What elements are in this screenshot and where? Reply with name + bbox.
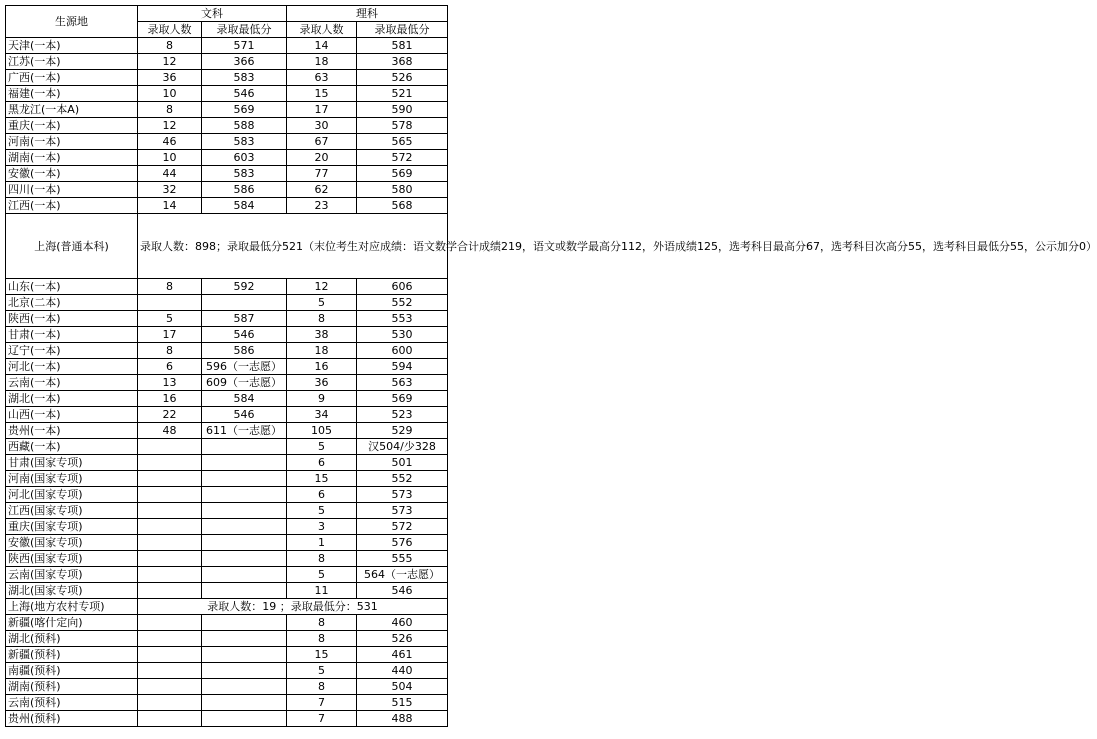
province-cell: 江西(国家专项) [6, 503, 138, 519]
like-enroll-cell: 14 [287, 38, 357, 54]
province-cell: 河北(国家专项) [6, 487, 138, 503]
wenke-enroll-cell [138, 551, 202, 567]
wenke-min-score-cell: 546 [202, 86, 287, 102]
wenke-min-score-cell [202, 535, 287, 551]
wenke-min-score-cell: 592 [202, 279, 287, 295]
like-enroll-cell: 8 [287, 551, 357, 567]
province-cell: 南疆(预科) [6, 663, 138, 679]
wenke-min-score-cell [202, 663, 287, 679]
province-cell: 江苏(一本) [6, 54, 138, 70]
like-enroll-cell: 18 [287, 54, 357, 70]
province-cell: 上海(地方农村专项) [6, 599, 138, 615]
like-enroll-cell: 7 [287, 695, 357, 711]
table-row [6, 295, 448, 311]
province-cell: 湖北(国家专项) [6, 583, 138, 599]
wenke-enroll-cell [138, 439, 202, 455]
wenke-min-score-cell: 571 [202, 38, 287, 54]
table-row [6, 503, 448, 519]
table-row [6, 663, 448, 679]
table-row [6, 423, 448, 439]
like-enroll-cell: 63 [287, 70, 357, 86]
wenke-min-score-cell [202, 439, 287, 455]
like-enroll-cell: 9 [287, 391, 357, 407]
like-enroll-cell: 20 [287, 150, 357, 166]
wenke-enroll-cell: 5 [138, 311, 202, 327]
like-enroll-cell: 8 [287, 615, 357, 631]
province-cell: 河南(一本) [6, 134, 138, 150]
like-min-score-cell: 553 [357, 311, 448, 327]
like-min-score-cell: 572 [357, 519, 448, 535]
province-cell: 湖南(一本) [6, 150, 138, 166]
wenke-enroll-cell [138, 583, 202, 599]
province-cell: 新疆(预科) [6, 647, 138, 663]
wenke-min-score-cell: 586 [202, 182, 287, 198]
header-province: 生源地 [6, 6, 138, 38]
like-min-score-cell: 564（一志愿） [357, 567, 448, 583]
wenke-enroll-cell: 16 [138, 391, 202, 407]
table-row [6, 359, 448, 375]
province-cell: 北京(二本) [6, 295, 138, 311]
table-row [6, 327, 448, 343]
like-enroll-cell: 6 [287, 487, 357, 503]
like-min-score-cell: 546 [357, 583, 448, 599]
wenke-enroll-cell: 22 [138, 407, 202, 423]
province-cell: 四川(一本) [6, 182, 138, 198]
province-cell: 福建(一本) [6, 86, 138, 102]
header-like-enroll: 录取人数 [287, 22, 357, 38]
province-cell: 湖北(一本) [6, 391, 138, 407]
table-row [6, 567, 448, 583]
wenke-min-score-cell [202, 631, 287, 647]
wenke-enroll-cell: 13 [138, 375, 202, 391]
table-row [6, 166, 448, 182]
wenke-min-score-cell [202, 583, 287, 599]
like-min-score-cell: 汉504/少328 [357, 439, 448, 455]
like-enroll-cell: 5 [287, 439, 357, 455]
province-cell: 重庆(国家专项) [6, 519, 138, 535]
like-enroll-cell: 77 [287, 166, 357, 182]
wenke-min-score-cell: 584 [202, 198, 287, 214]
header-wenke-enroll: 录取人数 [138, 22, 202, 38]
like-min-score-cell: 569 [357, 391, 448, 407]
table-row [6, 391, 448, 407]
table-row [6, 695, 448, 711]
like-min-score-cell: 600 [357, 343, 448, 359]
wenke-enroll-cell [138, 503, 202, 519]
wenke-min-score-cell: 609（一志愿） [202, 375, 287, 391]
like-enroll-cell: 5 [287, 295, 357, 311]
province-cell: 甘肃(一本) [6, 327, 138, 343]
table-row [6, 407, 448, 423]
wenke-min-score-cell: 583 [202, 166, 287, 182]
province-cell: 安徽(国家专项) [6, 535, 138, 551]
province-cell: 甘肃(国家专项) [6, 455, 138, 471]
like-min-score-cell: 578 [357, 118, 448, 134]
table-row [6, 198, 448, 214]
wenke-enroll-cell [138, 631, 202, 647]
wenke-enroll-cell: 12 [138, 54, 202, 70]
table-row [6, 134, 448, 150]
wenke-enroll-cell [138, 711, 202, 727]
wenke-enroll-cell: 8 [138, 279, 202, 295]
like-min-score-cell: 563 [357, 375, 448, 391]
like-min-score-cell: 440 [357, 663, 448, 679]
province-cell: 河北(一本) [6, 359, 138, 375]
wenke-enroll-cell [138, 455, 202, 471]
wenke-min-score-cell [202, 695, 287, 711]
shanghai-rural-note: 录取人数：19 ；录取最低分：531 [138, 599, 448, 615]
wenke-enroll-cell [138, 535, 202, 551]
table-row [6, 455, 448, 471]
wenke-min-score-cell [202, 615, 287, 631]
table-row [6, 54, 448, 70]
wenke-min-score-cell: 584 [202, 391, 287, 407]
province-cell: 山东(一本) [6, 279, 138, 295]
like-min-score-cell: 515 [357, 695, 448, 711]
wenke-enroll-cell: 10 [138, 86, 202, 102]
table-row [6, 102, 448, 118]
wenke-enroll-cell [138, 487, 202, 503]
like-enroll-cell: 62 [287, 182, 357, 198]
wenke-enroll-cell: 10 [138, 150, 202, 166]
wenke-min-score-cell: 583 [202, 70, 287, 86]
wenke-enroll-cell: 8 [138, 343, 202, 359]
province-cell: 江西(一本) [6, 198, 138, 214]
table-row [6, 311, 448, 327]
province-cell: 湖南(预科) [6, 679, 138, 695]
province-cell: 河南(国家专项) [6, 471, 138, 487]
like-enroll-cell: 15 [287, 471, 357, 487]
like-enroll-cell: 6 [287, 455, 357, 471]
like-min-score-cell: 606 [357, 279, 448, 295]
table-row-shanghai [6, 214, 448, 279]
like-enroll-cell: 36 [287, 375, 357, 391]
like-enroll-cell: 5 [287, 503, 357, 519]
wenke-enroll-cell [138, 679, 202, 695]
like-enroll-cell: 15 [287, 86, 357, 102]
province-cell: 云南(国家专项) [6, 567, 138, 583]
wenke-min-score-cell: 569 [202, 102, 287, 118]
table-row [6, 439, 448, 455]
wenke-min-score-cell [202, 519, 287, 535]
like-enroll-cell: 38 [287, 327, 357, 343]
like-enroll-cell: 7 [287, 711, 357, 727]
like-enroll-cell: 3 [287, 519, 357, 535]
wenke-min-score-cell [202, 295, 287, 311]
shanghai-note: 录取人数：898；录取最低分521（末位考生对应成绩：语文数学合计成绩219，语文或数学最高分112，外语成绩125，选考科目最高分67，选考科目次高分55，选考科目最低分55，公示加分0） [138, 214, 448, 279]
wenke-min-score-cell [202, 471, 287, 487]
table-row [6, 535, 448, 551]
like-min-score-cell: 573 [357, 503, 448, 519]
table-row [6, 487, 448, 503]
wenke-min-score-cell [202, 503, 287, 519]
wenke-min-score-cell: 611（一志愿） [202, 423, 287, 439]
like-min-score-cell: 504 [357, 679, 448, 695]
province-cell: 辽宁(一本) [6, 343, 138, 359]
table-row [6, 551, 448, 567]
like-min-score-cell: 523 [357, 407, 448, 423]
like-enroll-cell: 8 [287, 679, 357, 695]
wenke-min-score-cell [202, 487, 287, 503]
like-enroll-cell: 11 [287, 583, 357, 599]
like-min-score-cell: 580 [357, 182, 448, 198]
wenke-enroll-cell: 8 [138, 38, 202, 54]
wenke-min-score-cell: 603 [202, 150, 287, 166]
wenke-min-score-cell: 546 [202, 327, 287, 343]
province-cell: 陕西(一本) [6, 311, 138, 327]
like-min-score-cell: 368 [357, 54, 448, 70]
like-enroll-cell: 8 [287, 631, 357, 647]
wenke-enroll-cell: 32 [138, 182, 202, 198]
province-cell: 湖北(预科) [6, 631, 138, 647]
table-row [6, 343, 448, 359]
wenke-min-score-cell [202, 551, 287, 567]
like-min-score-cell: 569 [357, 166, 448, 182]
wenke-enroll-cell: 48 [138, 423, 202, 439]
province-cell: 新疆(喀什定向) [6, 615, 138, 631]
table-row [6, 279, 448, 295]
table-row [6, 38, 448, 54]
wenke-enroll-cell: 6 [138, 359, 202, 375]
province-cell: 贵州(一本) [6, 423, 138, 439]
wenke-enroll-cell: 14 [138, 198, 202, 214]
like-min-score-cell: 594 [357, 359, 448, 375]
wenke-enroll-cell: 12 [138, 118, 202, 134]
province-cell: 安徽(一本) [6, 166, 138, 182]
like-min-score-cell: 526 [357, 631, 448, 647]
wenke-enroll-cell [138, 471, 202, 487]
wenke-enroll-cell: 17 [138, 327, 202, 343]
wenke-min-score-cell [202, 647, 287, 663]
table-row [6, 711, 448, 727]
like-min-score-cell: 460 [357, 615, 448, 631]
header-wenke-min-score: 录取最低分 [202, 22, 287, 38]
wenke-enroll-cell [138, 519, 202, 535]
wenke-enroll-cell: 44 [138, 166, 202, 182]
like-min-score-cell: 572 [357, 150, 448, 166]
wenke-min-score-cell: 366 [202, 54, 287, 70]
like-enroll-cell: 16 [287, 359, 357, 375]
like-enroll-cell: 18 [287, 343, 357, 359]
header-wenke: 文科 [138, 6, 287, 22]
like-min-score-cell: 555 [357, 551, 448, 567]
like-enroll-cell: 15 [287, 647, 357, 663]
table-row [6, 471, 448, 487]
like-min-score-cell: 552 [357, 295, 448, 311]
wenke-min-score-cell: 586 [202, 343, 287, 359]
like-min-score-cell: 488 [357, 711, 448, 727]
wenke-enroll-cell: 36 [138, 70, 202, 86]
wenke-min-score-cell [202, 455, 287, 471]
wenke-enroll-cell: 46 [138, 134, 202, 150]
like-min-score-cell: 576 [357, 535, 448, 551]
province-cell: 西藏(一本) [6, 439, 138, 455]
like-enroll-cell: 12 [287, 279, 357, 295]
like-min-score-cell: 521 [357, 86, 448, 102]
wenke-min-score-cell: 588 [202, 118, 287, 134]
province-cell: 云南(预科) [6, 695, 138, 711]
province-cell: 山西(一本) [6, 407, 138, 423]
like-enroll-cell: 67 [287, 134, 357, 150]
like-min-score-cell: 529 [357, 423, 448, 439]
province-cell: 广西(一本) [6, 70, 138, 86]
like-min-score-cell: 526 [357, 70, 448, 86]
table-row [6, 375, 448, 391]
table-row [6, 70, 448, 86]
like-min-score-cell: 501 [357, 455, 448, 471]
like-min-score-cell: 530 [357, 327, 448, 343]
province-cell: 重庆(一本) [6, 118, 138, 134]
like-enroll-cell: 5 [287, 567, 357, 583]
header-like-min-score: 录取最低分 [357, 22, 448, 38]
wenke-min-score-cell [202, 679, 287, 695]
table-row [6, 647, 448, 663]
like-enroll-cell: 1 [287, 535, 357, 551]
like-enroll-cell: 34 [287, 407, 357, 423]
wenke-min-score-cell [202, 567, 287, 583]
like-min-score-cell: 568 [357, 198, 448, 214]
province-cell: 云南(一本) [6, 375, 138, 391]
wenke-enroll-cell [138, 663, 202, 679]
table-row [6, 182, 448, 198]
like-enroll-cell: 105 [287, 423, 357, 439]
like-enroll-cell: 8 [287, 311, 357, 327]
wenke-enroll-cell [138, 567, 202, 583]
province-cell: 贵州(预科) [6, 711, 138, 727]
table-row [6, 86, 448, 102]
wenke-enroll-cell [138, 295, 202, 311]
wenke-enroll-cell [138, 695, 202, 711]
like-min-score-cell: 552 [357, 471, 448, 487]
table-row-shanghai-rural [6, 599, 448, 615]
province-cell: 天津(一本) [6, 38, 138, 54]
table-row [6, 118, 448, 134]
like-min-score-cell: 565 [357, 134, 448, 150]
province-cell: 上海(普通本科) [6, 214, 138, 279]
wenke-enroll-cell [138, 615, 202, 631]
province-cell: 陕西(国家专项) [6, 551, 138, 567]
wenke-enroll-cell [138, 647, 202, 663]
like-min-score-cell: 573 [357, 487, 448, 503]
wenke-min-score-cell: 583 [202, 134, 287, 150]
wenke-min-score-cell: 546 [202, 407, 287, 423]
like-enroll-cell: 30 [287, 118, 357, 134]
like-min-score-cell: 590 [357, 102, 448, 118]
like-enroll-cell: 17 [287, 102, 357, 118]
wenke-min-score-cell: 587 [202, 311, 287, 327]
table-row [6, 615, 448, 631]
like-min-score-cell: 461 [357, 647, 448, 663]
like-min-score-cell: 581 [357, 38, 448, 54]
wenke-enroll-cell: 8 [138, 102, 202, 118]
table-row [6, 583, 448, 599]
table-row [6, 631, 448, 647]
table-row [6, 679, 448, 695]
like-enroll-cell: 5 [287, 663, 357, 679]
like-enroll-cell: 23 [287, 198, 357, 214]
header-like: 理科 [287, 6, 448, 22]
province-cell: 黑龙江(一本A) [6, 102, 138, 118]
table-row [6, 150, 448, 166]
wenke-min-score-cell [202, 711, 287, 727]
table-row [6, 519, 448, 535]
wenke-min-score-cell: 596（一志愿） [202, 359, 287, 375]
admission-score-table [5, 5, 1097, 727]
